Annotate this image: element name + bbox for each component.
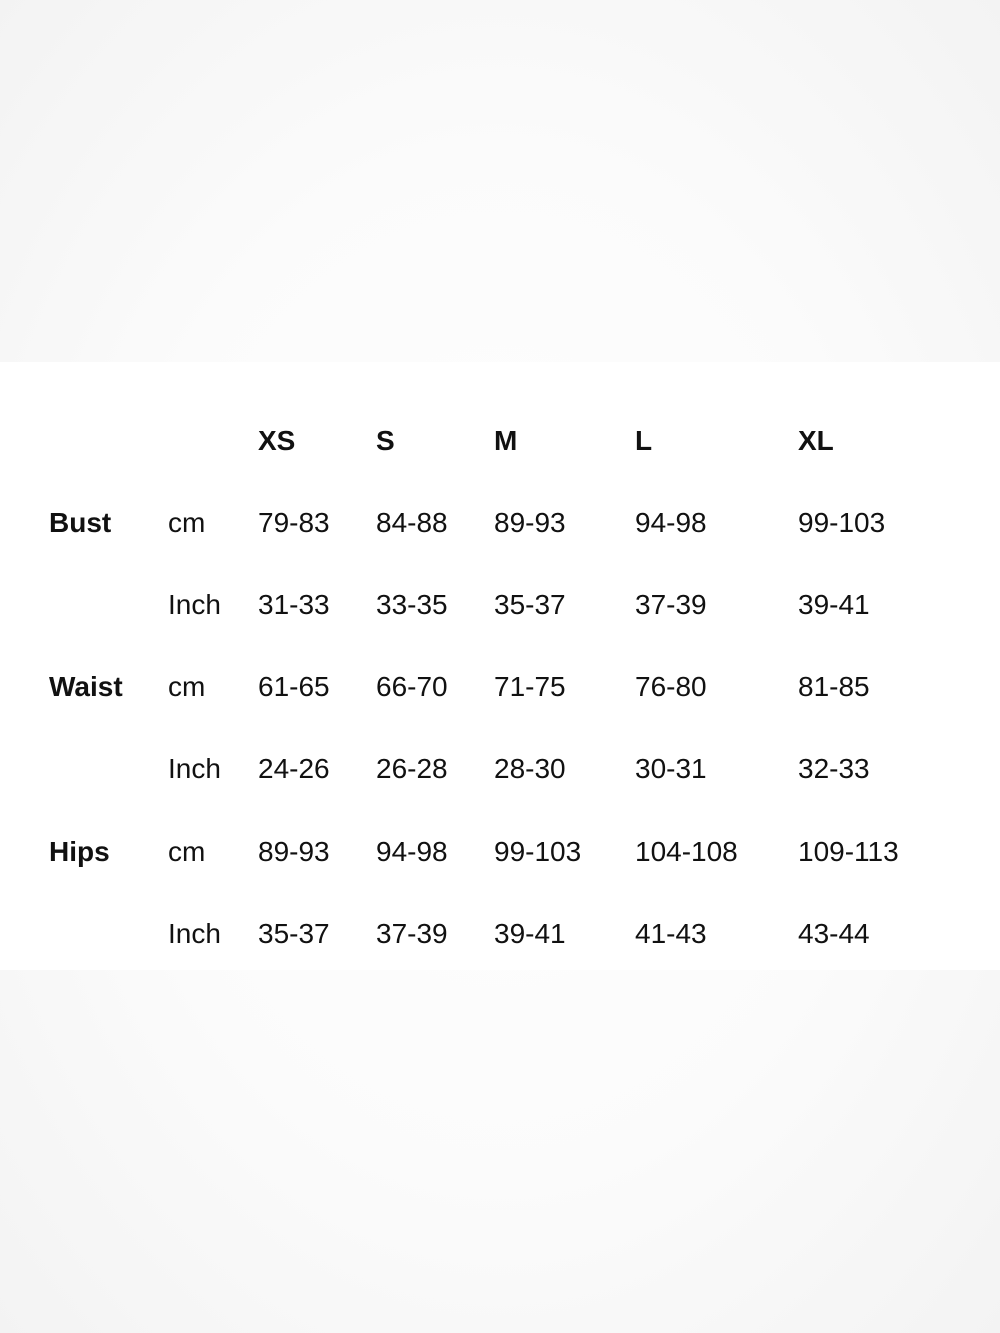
table-cell: 94-98 [635, 507, 707, 538]
table-cell: 66-70 [376, 671, 448, 702]
table-cell: 26-28 [376, 753, 448, 784]
table-cell: 35-37 [494, 589, 566, 620]
table-cell: 79-83 [258, 507, 330, 538]
size-header-xs: XS [258, 425, 296, 456]
table-cell: 39-41 [798, 589, 870, 620]
table-cell: 31-33 [258, 589, 330, 620]
table-cell: 30-31 [635, 753, 707, 784]
table-cell: 39-41 [494, 918, 566, 949]
size-header-l: L [635, 425, 653, 456]
size-header-s: S [376, 425, 395, 456]
table-cell: 71-75 [494, 671, 566, 702]
table-cell: 104-108 [635, 836, 738, 867]
unit-label: Inch [168, 753, 221, 784]
size-header-xl: XL [798, 425, 834, 456]
table-cell: 76-80 [635, 671, 707, 702]
table-cell: 43-44 [798, 918, 870, 949]
table-cell: 84-88 [376, 507, 448, 538]
table-cell: 28-30 [494, 753, 566, 784]
table-cell: 33-35 [376, 589, 448, 620]
table-cell: 109-113 [798, 836, 899, 867]
table-cell: 89-93 [494, 507, 566, 538]
unit-label: cm [168, 671, 206, 702]
measure-label-hips: Hips [49, 836, 110, 867]
unit-label: Inch [168, 918, 221, 949]
unit-label: cm [168, 836, 206, 867]
table-cell: 24-26 [258, 753, 330, 784]
unit-label: Inch [168, 589, 221, 620]
table-cell: 81-85 [798, 671, 870, 702]
measure-label-bust: Bust [49, 507, 112, 538]
table-cell: 32-33 [798, 753, 870, 784]
unit-label: cm [168, 507, 206, 538]
table-cell: 94-98 [376, 836, 448, 867]
table-cell: 99-103 [494, 836, 582, 867]
size-chart-table [0, 362, 1000, 970]
table-cell: 37-39 [376, 918, 448, 949]
measure-label-waist: Waist [49, 671, 123, 702]
size-header-m: M [494, 425, 518, 456]
table-cell: 37-39 [635, 589, 707, 620]
table-cell: 35-37 [258, 918, 330, 949]
table-cell: 89-93 [258, 836, 330, 867]
table-cell: 41-43 [635, 918, 707, 949]
table-cell: 61-65 [258, 671, 330, 702]
table-cell: 99-103 [798, 507, 886, 538]
